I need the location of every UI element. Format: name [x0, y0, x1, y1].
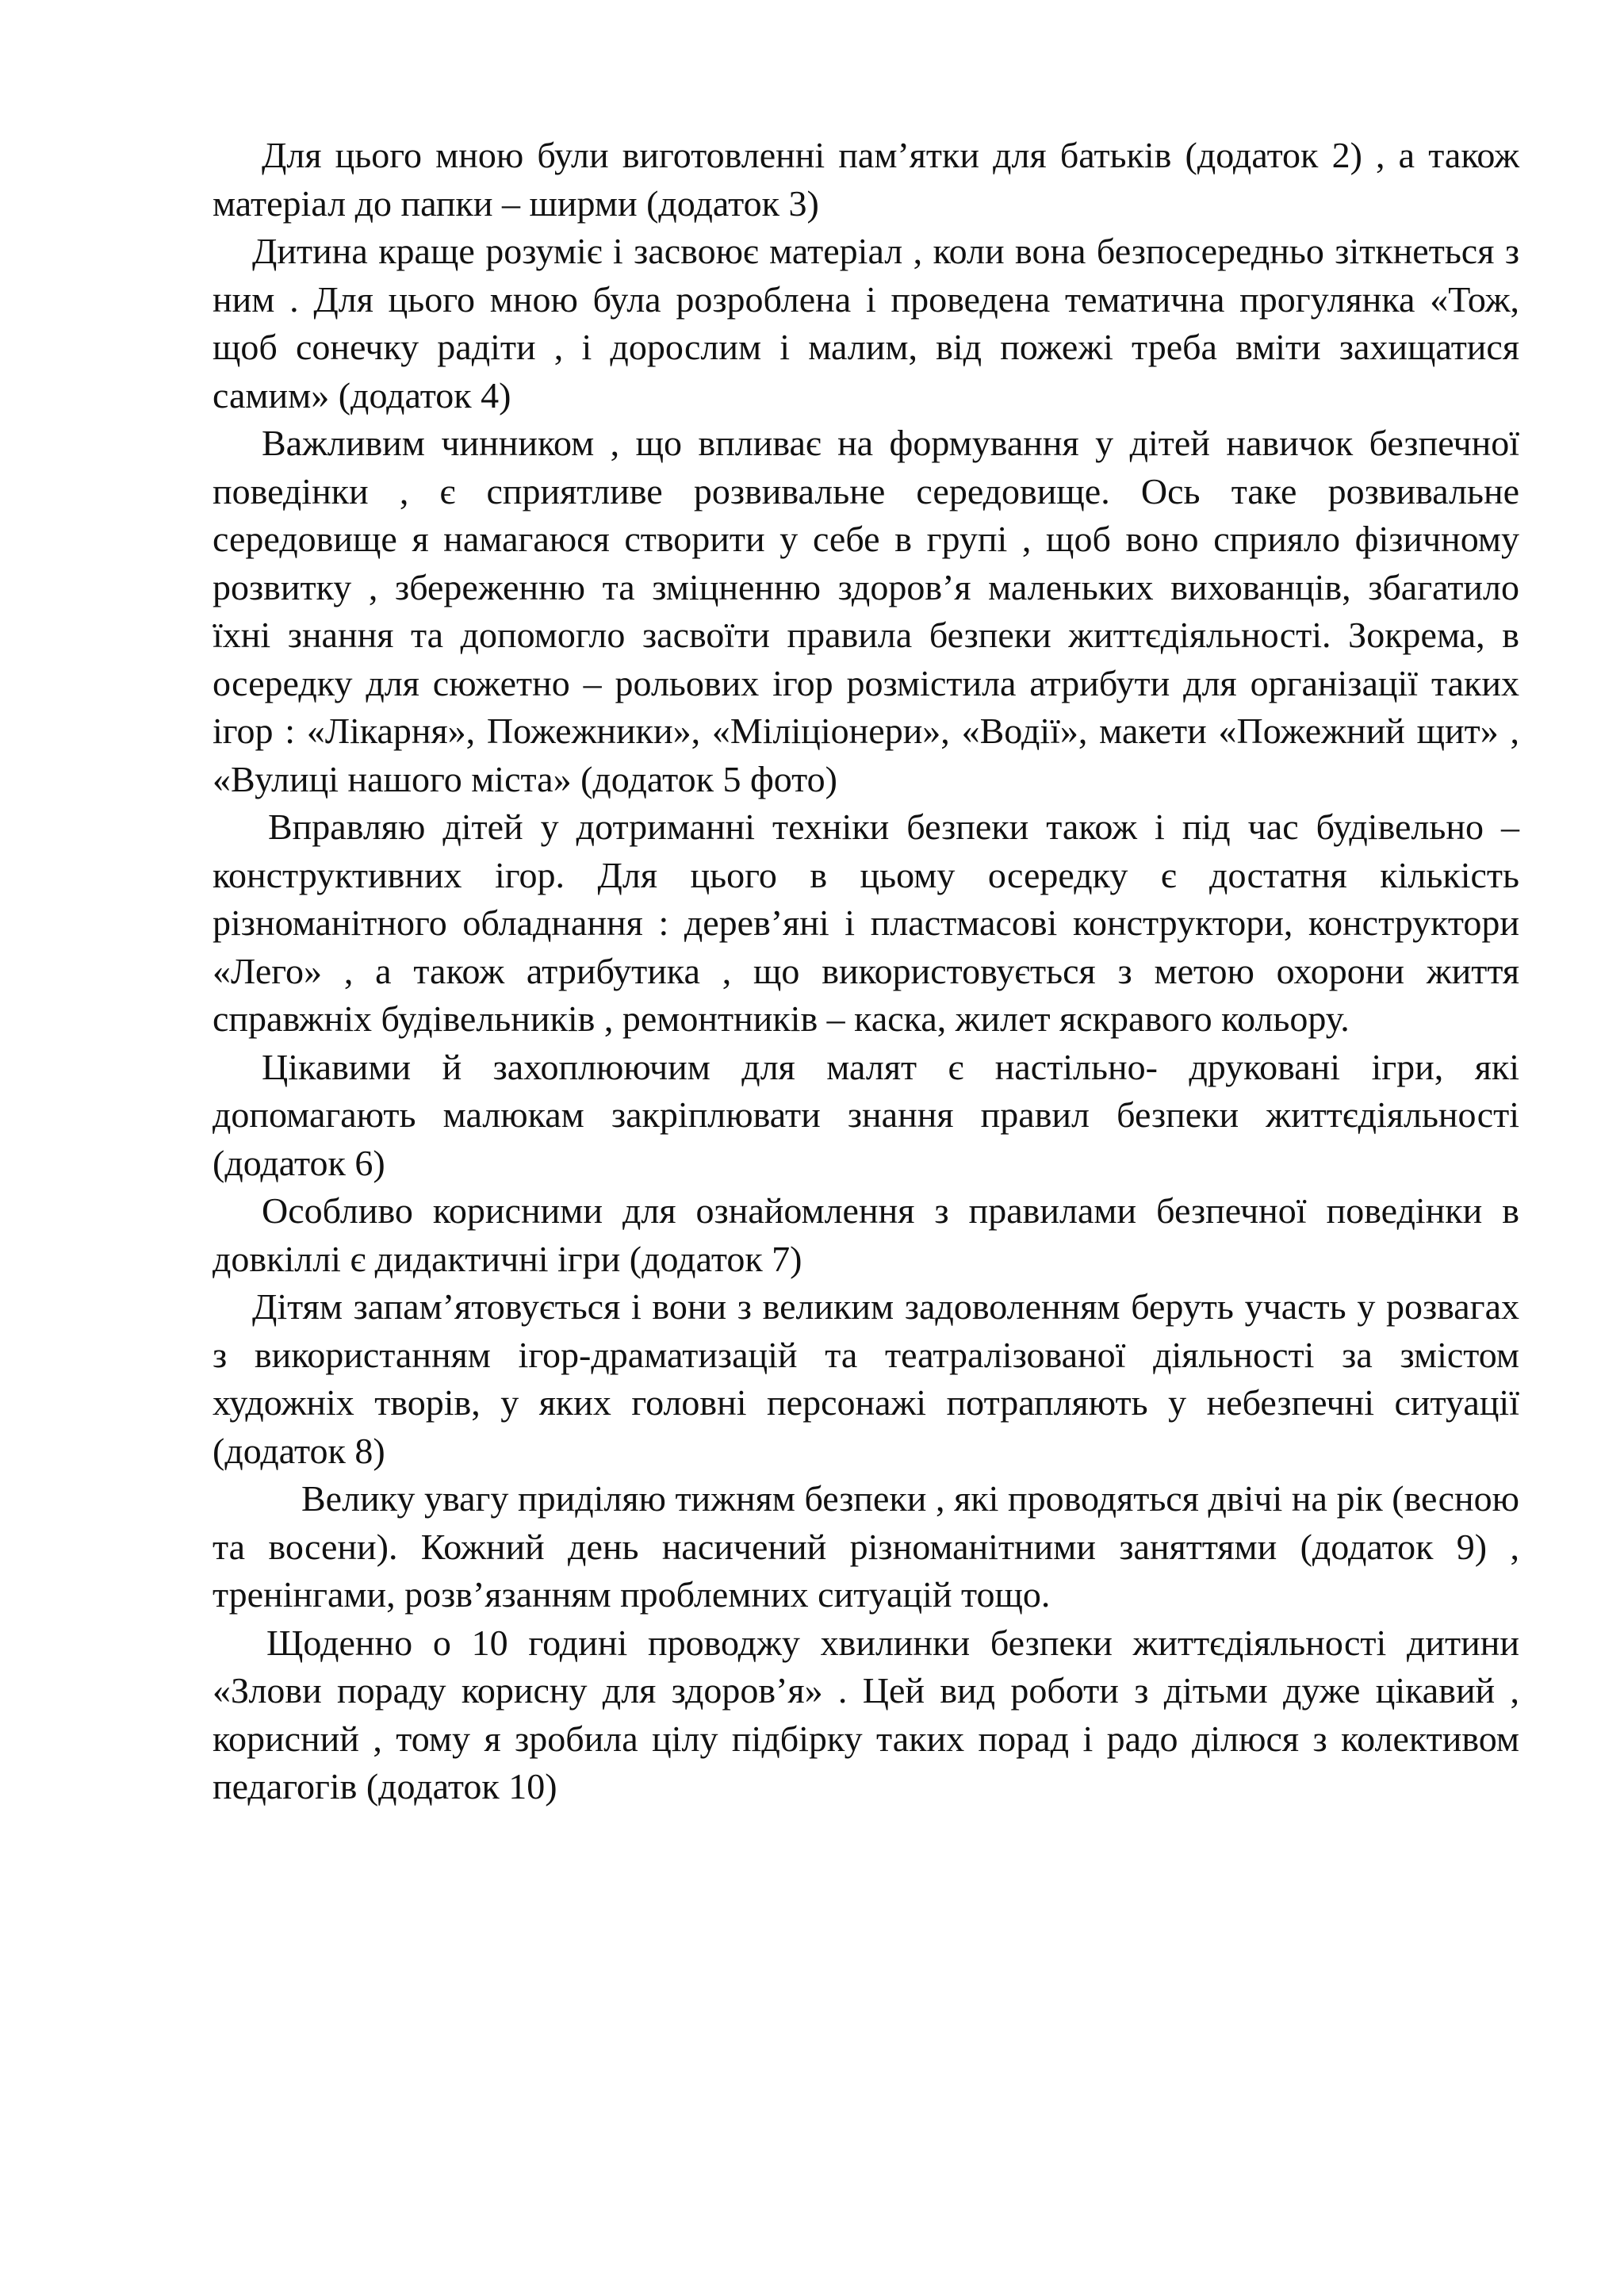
paragraph-board-games: Цікавими й захоплюючим для малят є настільно- друковані ігри, які допомагають малюкам закріплювати знання правил безпеки життєдіяльності (додаток 6) — [213, 1046, 1519, 1183]
paragraph-parent-memos: Для цього мною були виготовленні пам’ятки для батьків (додаток 2) , а також матеріал до папки – ширми (додаток 3) — [213, 135, 1519, 224]
paragraph-developmental-environment: Важливим чинником , що впливає на формування у дітей навичок безпечної поведінки , є сприятливе розвивальне середовище. Ось таке розвивальне середовище я намагаюся створити у себе в групі , щоб воно сприяло фізичному розвитку , збереженню та зміцненню здоров’я маленьких вихованців, збагатило їхні знання та допомогло засвоїти правила безпеки життєдіяльності. Зокрема, в осередку для сюжетно – рольових ігор розмістила атрибути для організації таких ігор : «Лікарня», Пожежники», «Міліціонери», «Водії», макети «Пожежний щит» , «Вулиці нашого міста» (додаток 5 фото) — [213, 423, 1519, 799]
paragraph-safety-weeks: Велику увагу приділяю тижням безпеки , які проводяться двічі на рік (весною та восени). Кожний день насичений різноманітними заняттями (додаток 9) , тренінгами, розв’язанням проблемних ситуацій тощо. — [213, 1478, 1519, 1615]
paragraph-didactic-games: Особливо корисними для ознайомлення з правилами безпечної поведінки в довкіллі є дидактичні ігри (додаток 7) — [213, 1190, 1519, 1279]
paragraph-thematic-walk: Дитина краще розуміє і засвоює матеріал , коли вона безпосередньо зіткнеться з ним . Для цього мною була розроблена і проведена тематична прогулянка «Тож, щоб сонечку радіти , і дорослим і малим, від пожежі треба вміти захищатися самим» (додаток 4) — [213, 231, 1519, 416]
paragraph-daily-safety-minutes: Щоденно о 10 годині проводжу хвилинки безпеки життєдіяльності дитини «Злови пораду корисну для здоров’я» . Цей вид роботи з дітьми дуже цікавий , корисний , тому я зробила цілу підбірку таких порад і радо ділюся з колективом педагогів (додаток 10) — [213, 1622, 1519, 1806]
document-body — [213, 132, 1519, 1811]
paragraph-construction-games: Вправляю дітей у дотриманні техніки безпеки також і під час будівельно – конструктивних ігор. Для цього в цьому осередку є достатня кількість різноманітного обладнання : дерев’яні і пластмасові конструктори, конструктори «Лего» , а також атрибутика , що використовується з метою охорони життя справжніх будівельників , ремонтників – каска, жилет яскравого кольору. — [213, 807, 1519, 1039]
paragraph-dramatization: Дітям запам’ятовується і вони з великим задоволенням беруть участь у розвагах з використанням ігор-драматизацій та театралізованої діяльності за змістом художніх творів, у яких головні персонажі потрапляють у небезпечні ситуації (додаток 8) — [213, 1286, 1519, 1471]
